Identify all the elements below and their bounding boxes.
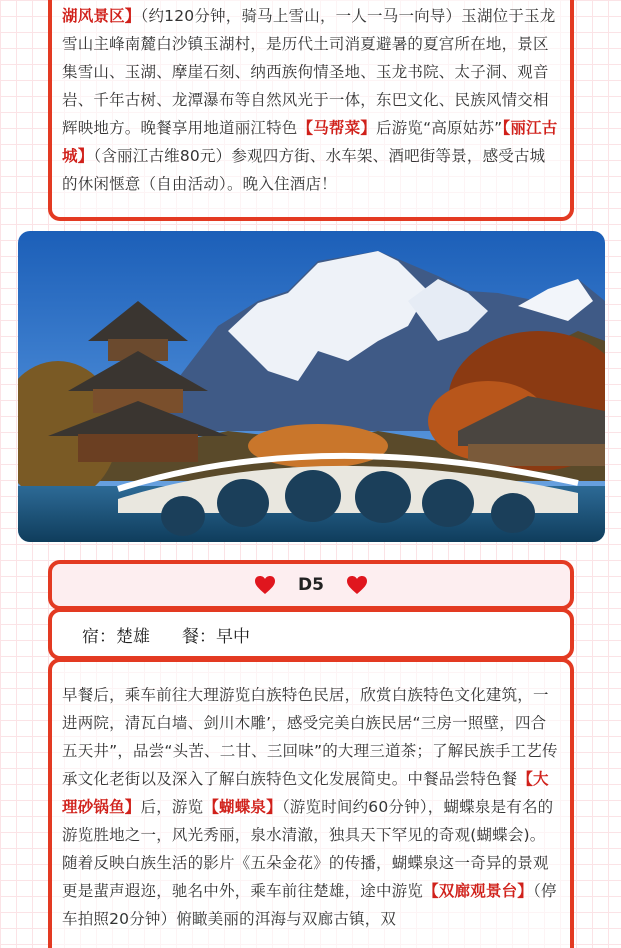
text-segment: 早餐后，乘车前往大理游览白族特色民居，欣赏白族特色文化建筑，一进两院，清瓦白墙、剑川木雕’，感受完美白族民居“三房一照壁，四合五天井”，品尝“头苦、二甘、三回味”的大理三道茶；了解民族手工艺传承文化老街以及深入了解白族特色文化发展简史。中餐品尝特色餐 — [62, 686, 558, 788]
highlight-term: 【蝴蝶泉】 — [203, 798, 282, 816]
meals-label: 餐：早中 — [182, 626, 250, 647]
text-segment: 后游览“高原姑苏” — [376, 119, 503, 137]
text-segment: （约120分钟，骑马上雪山，一人一马一向导）玉湖位于玉龙雪山主峰南麓白沙镇玉湖村，是历代土司消夏避暑的夏宫所在地，景区集雪山、玉湖、摩崖石刻、纳西族佝情圣地、玉龙书院、太子洞、观音岩、千年古树、龙潭瀑布等自然风光于一体，东巴文化、民族风情交相辉映地方。晚餐享用地道丽江特色 — [62, 7, 556, 137]
text-segment: （停车拍照20分钟）俯瞰美丽的洱海与双廊古镇，双 — [62, 882, 557, 928]
itinerary-text-previous — [52, 0, 570, 198]
lodging-label: 宿：楚雄 — [82, 626, 150, 647]
day-header — [48, 560, 574, 610]
itinerary-text-d5 — [52, 662, 570, 933]
day-label: D5 — [298, 575, 324, 595]
landscape-image — [18, 231, 605, 542]
highlight-term: 【双廊观景台】 — [423, 882, 534, 900]
highlight-term: 【大理砂锅鱼】 — [62, 770, 549, 816]
scenic-photo — [18, 231, 605, 542]
heart-icon — [254, 575, 276, 595]
text-segment: （含丽江古维80元）参观四方街、水车架、酒吧街等景，感受古城的休闲惬意（自由活动）。晚入住酒店！ — [62, 147, 546, 193]
itinerary-card-previous — [48, 0, 574, 221]
highlight-term: 湖风景区】 — [62, 7, 141, 25]
lodging-meals-bar — [48, 608, 574, 660]
itinerary-card-d5 — [48, 658, 574, 948]
highlight-term: 【马帮菜】 — [297, 119, 377, 137]
heart-icon — [346, 575, 368, 595]
text-segment: 后，游览 — [140, 798, 204, 816]
text-segment: （游览时间约60分钟），蝴蝶泉是有名的游览胜地之一，风光秀丽，泉水清澈，独具天下罕见的奇观(蝴蝶会)。随着反映白族生活的影片《五朵金花》的传播，蝴蝶泉这一奇异的景观更是蜚声遐迩，驰名中外，乘车前往楚雄，途中游览 — [62, 798, 554, 900]
highlight-term: 【丽江古城】 — [62, 119, 558, 165]
